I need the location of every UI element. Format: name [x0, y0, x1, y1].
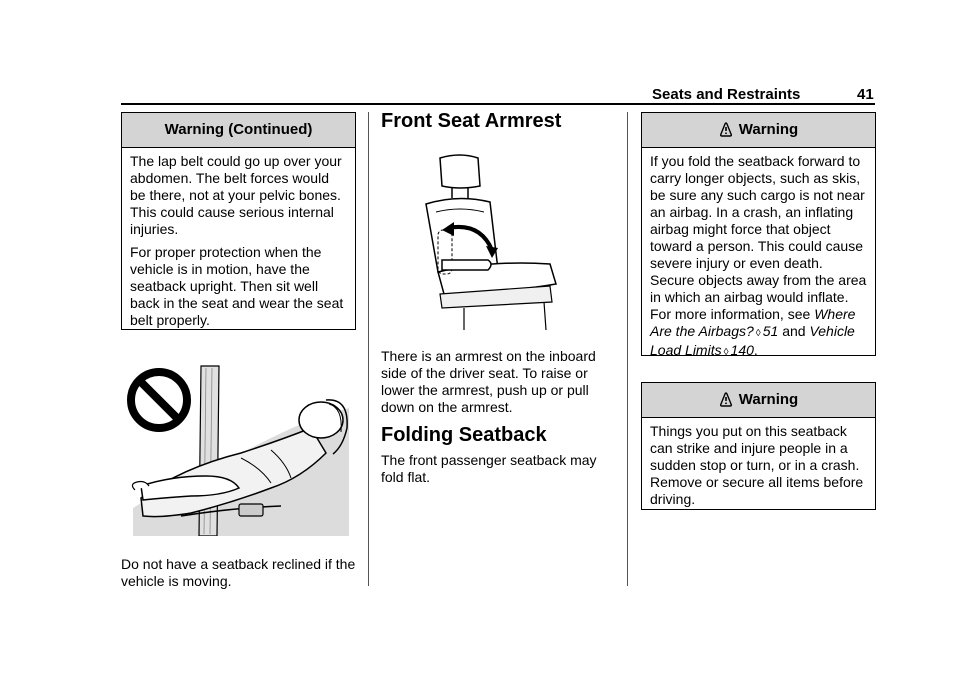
header-rule: [121, 103, 875, 105]
warning-cargo-and: and: [782, 323, 806, 339]
warning-title: Warning: [738, 391, 799, 408]
xref-page-load-limits[interactable]: 140: [730, 342, 754, 358]
warning-cargo-end: .: [753, 342, 758, 358]
armrest-heading: Front Seat Armrest: [381, 110, 562, 132]
warning-continued-paragraph: The lap belt could go up over your abdomen. The belt forces would be there, not at your pelvic bones. This could cause serious internal injuries.: [130, 153, 342, 237]
armrest-text: There is an armrest on the inboard side of the driver seat. To raise or lower the armrest, push up or pull down on the armrest.: [381, 348, 596, 415]
warning-continued-paragraph: For proper protection when the vehicle is in motion, have the seatback upright. Then sit well back in the seat and wear the seat belt properly.: [130, 244, 344, 328]
prohibition-icon: [131, 372, 187, 428]
xref-symbol: ◊: [723, 347, 729, 358]
warning-items-text: Things you put on this seatback can strike and injure people in a sudden stop or turn, or in a crash. Remove or secure all items before driving.: [650, 423, 864, 507]
folding-seatback-text: The front passenger seatback may fold flat.: [381, 452, 597, 485]
section-title: Seats and Restraints: [652, 86, 801, 103]
warning-title: Warning: [738, 121, 799, 138]
reclined-seat-illustration: [121, 358, 349, 536]
xref-symbol: ◊: [755, 328, 761, 339]
warning-cargo-text: If you fold the seatback forward to carry longer objects, such as skis, be sure any such cargo is not near an airbag. In a crash, an inflating airbag might force that object toward a person. This could cause severe injury or even death. Secure objects away from the area in which an airbag would inflate. For more information, see: [650, 153, 867, 322]
xref-link-load-limits[interactable]: Vehicle Load Limits: [650, 323, 855, 358]
warning-continued-title: Warning (Continued): [122, 113, 355, 148]
warning-icon: [719, 121, 733, 137]
xref-link-airbags[interactable]: Where Are the Airbags?: [650, 306, 856, 339]
warning-box-cargo: [641, 112, 876, 356]
folding-seatback-heading: Folding Seatback: [381, 424, 547, 446]
column-divider-left: [368, 112, 369, 586]
armrest-seat-illustration: [420, 152, 560, 332]
column-divider-right: [627, 112, 628, 586]
warning-box-items: [641, 382, 876, 510]
page-number: 41: [857, 86, 874, 103]
xref-page-airbags[interactable]: 51: [762, 323, 779, 339]
reclined-caption: Do not have a seatback reclined if the vehicle is moving.: [121, 556, 356, 589]
warning-continued-box: [121, 112, 356, 330]
warning-icon: [719, 391, 733, 407]
